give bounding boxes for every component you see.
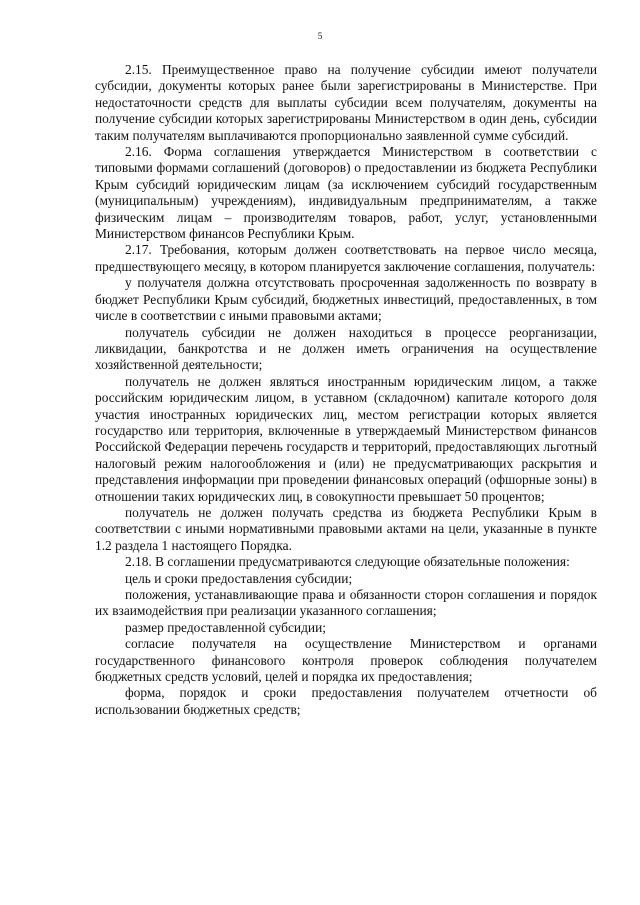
provision-reporting: форма, порядок и сроки предоставления получателем отчетности об использовании бюджетных средств; <box>95 685 597 717</box>
requirement-no-other-funds: получатель не должен получать средства из бюджета Республики Крым в соответствии с иными нормативными правовыми актами на цели, указанные в пункте 1.2 раздела 1 настоящего Порядка. <box>95 504 597 553</box>
provision-purpose-terms: цель и сроки предоставления субсидии; <box>125 570 353 586</box>
paragraph-2-16: 2.16. Форма соглашения утверждается Министерством в соответствии с типовыми формами соглашений (договоров) о предоставлении из бюджета Республики Крым субсидий юридическим лицам (за исключением субсидий государственным (муниципальным) учреждениям), индивидуальным предпринимателям, а также физическим лицам – производителям товаров, работ, услуг, установленными Министерством финансов Республики Крым. <box>95 144 597 242</box>
requirement-no-reorganization: получатель субсидии не должен находиться в процессе реорганизации, ликвидации, банкротства и не должен иметь ограничения на осуществление хозяйственной деятельности; <box>95 324 597 373</box>
provision-subsidy-amount: размер предоставленной субсидии; <box>125 619 326 635</box>
requirement-no-debt: у получателя должна отсутствовать просроченная задолженность по возврату в бюджет Республики Крым субсидий, бюджетных инвестиций, предоставленных, в том числе в соответствии с иными правовыми актами; <box>95 275 597 324</box>
document-body <box>95 62 597 718</box>
requirement-not-foreign-entity: получатель не должен являться иностранным юридическим лицом, а также российским юридическим лицом, в уставном (складочном) капитале которого доля участия иностранных юридических лиц, местом регистрации которых является государство или территория, включенные в утверждаемый Министерством финансов Российской Федерации перечень государств и территорий, предоставляющих льготный налоговый режим налогообложения и (или) не предусматривающих раскрытия и представления информации при проведении финансовых операций (офшорные зоны) в отношении таких юридических лиц, в совокупности превышает 50 процентов; <box>95 373 597 504</box>
page-number: 5 <box>317 31 323 41</box>
paragraph-2-17: 2.17. Требования, которым должен соответствовать на первое число месяца, предшествующего месяцу, в котором планируется заключение соглашения, получатель: <box>95 242 597 274</box>
provision-rights-obligations: положения, устанавливающие права и обязанности сторон соглашения и порядок их взаимодействия при реализации указанного соглашения; <box>95 587 597 619</box>
provision-consent-inspections: согласие получателя на осуществление Министерством и органами государственного финансового контроля проверок соблюдения получателем бюджетных средств условий, целей и порядка их предоставления; <box>95 636 597 685</box>
paragraph-2-15: 2.15. Преимущественное право на получение субсидии имеют получатели субсидии, документы которых ранее были зарегистрированы в Министерстве. При недостаточности средств для выплаты субсидии всем получателям, документы на получение субсидии которых зарегистрированы Министерством в один день, субсидии таким получателям выплачиваются пропорционально заявленной сумме субсидий. <box>95 62 597 143</box>
paragraph-2-18: 2.18. В соглашении предусматриваются следующие обязательные положения: <box>125 554 570 570</box>
